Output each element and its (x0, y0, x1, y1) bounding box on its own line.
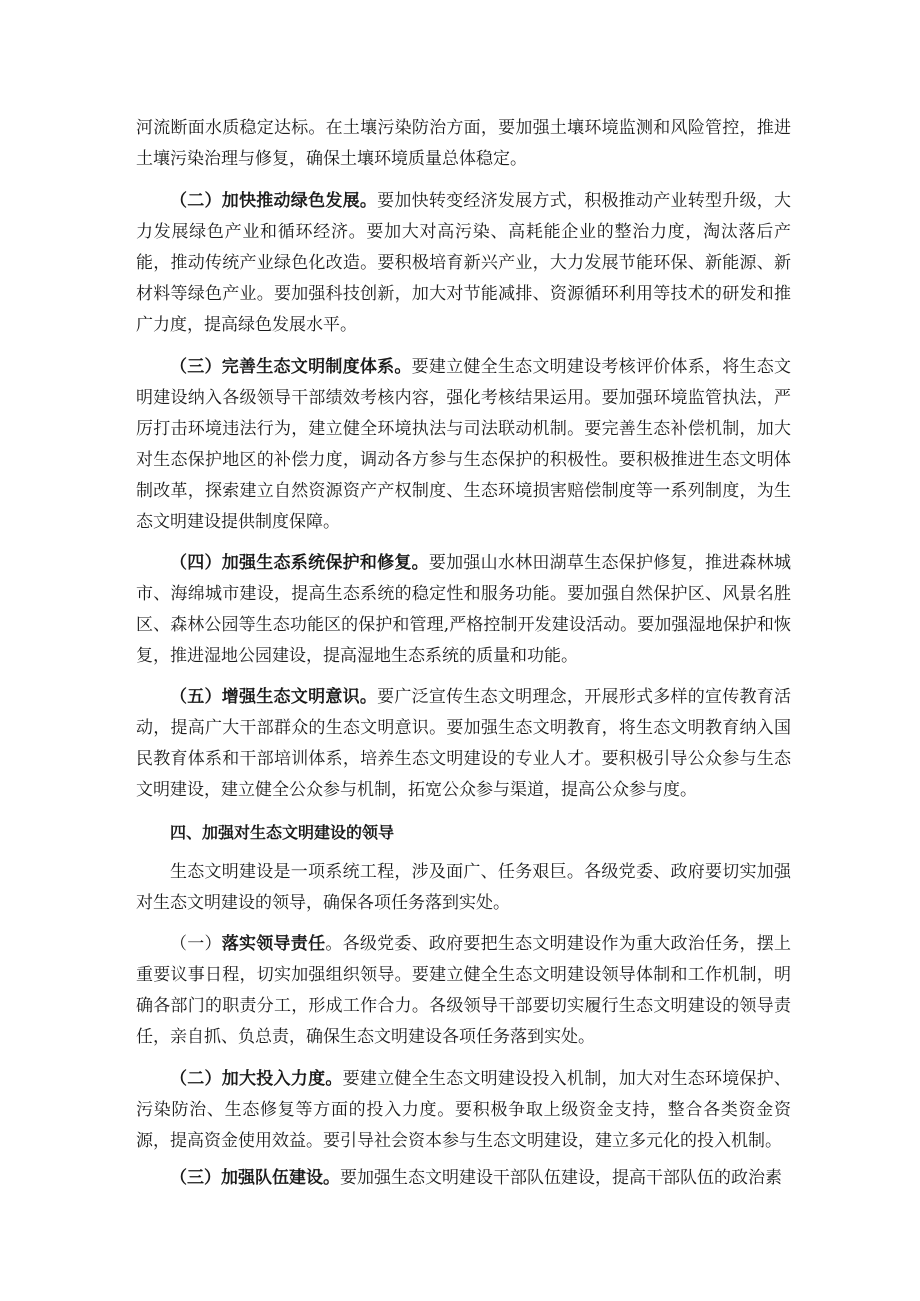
paragraph-body: 要加快转变经济发展方式，积极推动产业转型升级，大力发展绿色产业和循环经济。要加大对高污染、高耗能企业的整治力度，淘汰落后产能，推动传统产业绿色化改造。要积极培育新兴产业，大力发展节能环保、新能源、新材料等绿色产业。要加强科技创新，加大对节能减排、资源循环利用等技术的研发和推广力度，提高绿色发展水平。 (136, 191, 792, 335)
section-intro: 生态文明建设是一项系统工程，涉及面广、任务艰巨。各级党委、政府要切实加强对生态文明建设的领导，确保各项任务落到实处。 (136, 862, 791, 913)
paragraph-investment (136, 1064, 791, 1157)
section-heading: 四、加强对生态文明建设的领导 (170, 823, 395, 842)
paragraph-number: （一） (170, 934, 222, 954)
paragraph-body: 要建立健全生态文明建设考核评价体系，将生态文明建设纳入各级领导干部绩效考核内容，强化考核结果运用。要加强环境监管执法，严厉打击环境违法行为，建立健全环境执法与司法联动机制。要完善生态补偿机制，加大对生态保护地区的补偿力度，调动各方参与生态保护的积极性。要积极推进生态文明体制改革，探索建立自然资源资产产权制度、生态环境损害赔偿制度等一系列制度，为生态文明建设提供制度保障。 (136, 357, 792, 532)
paragraph-institution-system (136, 352, 791, 538)
paragraph-lead: 增强生态文明意识。 (221, 687, 378, 707)
paragraph-body: 要加强山水林田湖草生态保护修复，推进森林城市、海绵城市建设，提高生态系统的稳定性和服务功能。要加强自然保护区、风景名胜区、森林公园等生态功能区的保护和管理,严格控制开发建设活动。要加强湿地保护和恢复，推进湿地公园建设，提高湿地生态系统的质量和功能。 (136, 553, 792, 666)
paragraph-body: 河流断面水质稳定达标。在土壤污染防治方面，要加强土壤环境监测和风险管控，推进土壤污染治理与修复，确保土壤环境质量总体稳定。 (136, 118, 791, 169)
paragraph-lead: 加强生态系统保护和修复。 (221, 553, 429, 573)
paragraph-body: 要加强生态文明建设干部队伍建设，提高干部队伍的政治素 (340, 1168, 782, 1188)
paragraph-team-building (136, 1163, 791, 1194)
paragraph-lead: 加快推动绿色发展。 (221, 191, 378, 211)
paragraph-water-soil (136, 113, 791, 175)
paragraph-number: （三） (170, 357, 222, 377)
paragraph-lead: 完善生态文明制度体系。 (221, 357, 412, 377)
paragraph-lead: 加强队伍建设。 (221, 1168, 340, 1188)
paragraph-number: （二） (170, 191, 222, 211)
paragraph-green-development (136, 186, 791, 341)
paragraph-leadership-responsibility (136, 929, 791, 1053)
paragraph-ecosystem-protection (136, 548, 791, 672)
paragraph-number: （二） (170, 1069, 222, 1089)
paragraph-lead: 落实领导责任 (221, 934, 326, 954)
paragraph-body: 要建立健全生态文明建设投入机制，加大对生态环境保护、污染防治、生态修复等方面的投入力度。要积极争取上级资金支持，整合各类资金资源，提高资金使用效益。要引导社会资本参与生态文明建设，建立多元化的投入机制。 (136, 1069, 792, 1151)
paragraph-awareness (136, 682, 791, 806)
paragraph-lead: 加大投入力度。 (221, 1069, 343, 1089)
paragraph-number: （五） (170, 687, 222, 707)
paragraph-number: （四） (170, 553, 222, 573)
paragraph-body: 。各级党委、政府要把生态文明建设作为重大政治任务，摆上重要议事日程，切实加强组织领导。要建立健全生态文明建设领导体制和工作机制，明确各部门的职责分工，形成工作合力。各级领导干部要切实履行生态文明建设的领导责任，亲自抓、负总责，确保生态文明建设各项任务落到实处。 (136, 934, 792, 1047)
paragraph-body: 要广泛宣传生态文明理念，开展形式多样的宣传教育活动，提高广大干部群众的生态文明意识。要加强生态文明教育，将生态文明教育纳入国民教育体系和干部培训体系，培养生态文明建设的专业人才。要积极引导公众参与生态文明建设，建立健全公众参与机制，拓宽公众参与渠道，提高公众参与度。 (136, 687, 792, 800)
paragraph-number: （三） (170, 1168, 221, 1188)
